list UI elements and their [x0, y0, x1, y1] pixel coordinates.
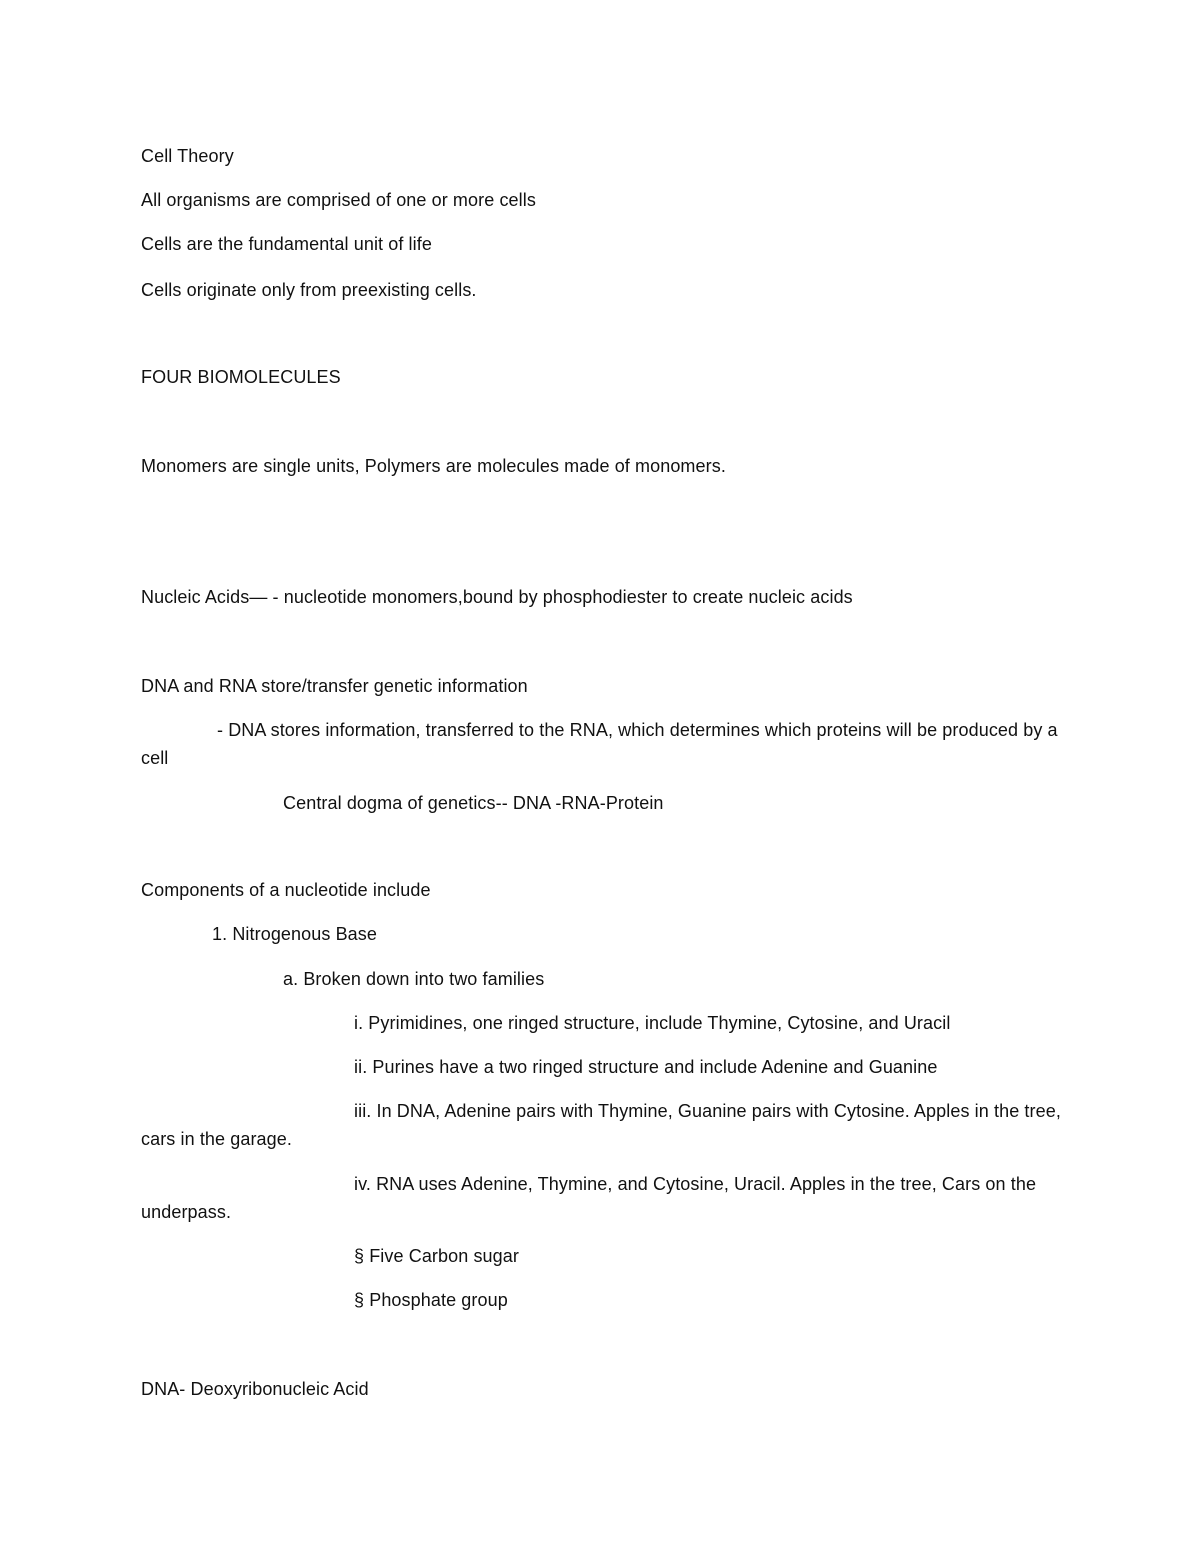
cell-theory-point-3: Cells originate only from preexisting cells.	[141, 280, 477, 300]
dna-stores-paragraph: - DNA stores information, transferred to the RNA, which determines which proteins will be produced by a cell	[141, 720, 1058, 768]
list-item-purines: ii. Purines have a two ringed structure and include Adenine and Guanine	[354, 1057, 938, 1077]
heading-cell-theory: Cell Theory	[141, 146, 234, 166]
list-item-nitrogenous-base: 1. Nitrogenous Base	[212, 924, 377, 944]
monomers-line: Monomers are single units, Polymers are molecules made of monomers.	[141, 456, 726, 476]
list-item-two-families: a. Broken down into two families	[283, 969, 545, 989]
list-item-dna-pairs: iii. In DNA, Adenine pairs with Thymine, Guanine pairs with Cytosine. Apples in the tree, cars in the garage.	[141, 1101, 1061, 1149]
dna-definition: DNA- Deoxyribonucleic Acid	[141, 1379, 369, 1399]
list-item-rna-uses: iv. RNA uses Adenine, Thymine, and Cytosine, Uracil. Apples in the tree, Cars on the underpass.	[141, 1174, 1037, 1222]
list-item-five-carbon-sugar: § Five Carbon sugar	[354, 1246, 519, 1266]
heading-four-biomolecules: FOUR BIOMOLECULES	[141, 367, 341, 387]
cell-theory-point-2: Cells are the fundamental unit of life	[141, 234, 432, 254]
list-item-phosphate-group: § Phosphate group	[354, 1290, 508, 1310]
dna-rna-heading: DNA and RNA store/transfer genetic information	[141, 676, 528, 696]
cell-theory-point-1: All organisms are comprised of one or more cells	[141, 190, 536, 210]
central-dogma-line: Central dogma of genetics-- DNA -RNA-Protein	[283, 793, 664, 813]
components-heading: Components of a nucleotide include	[141, 880, 431, 900]
list-item-pyrimidines: i. Pyrimidines, one ringed structure, include Thymine, Cytosine, and Uracil	[354, 1013, 951, 1033]
nucleic-acids-line: Nucleic Acids— - nucleotide monomers,bound by phosphodiester to create nucleic acids	[141, 587, 853, 607]
